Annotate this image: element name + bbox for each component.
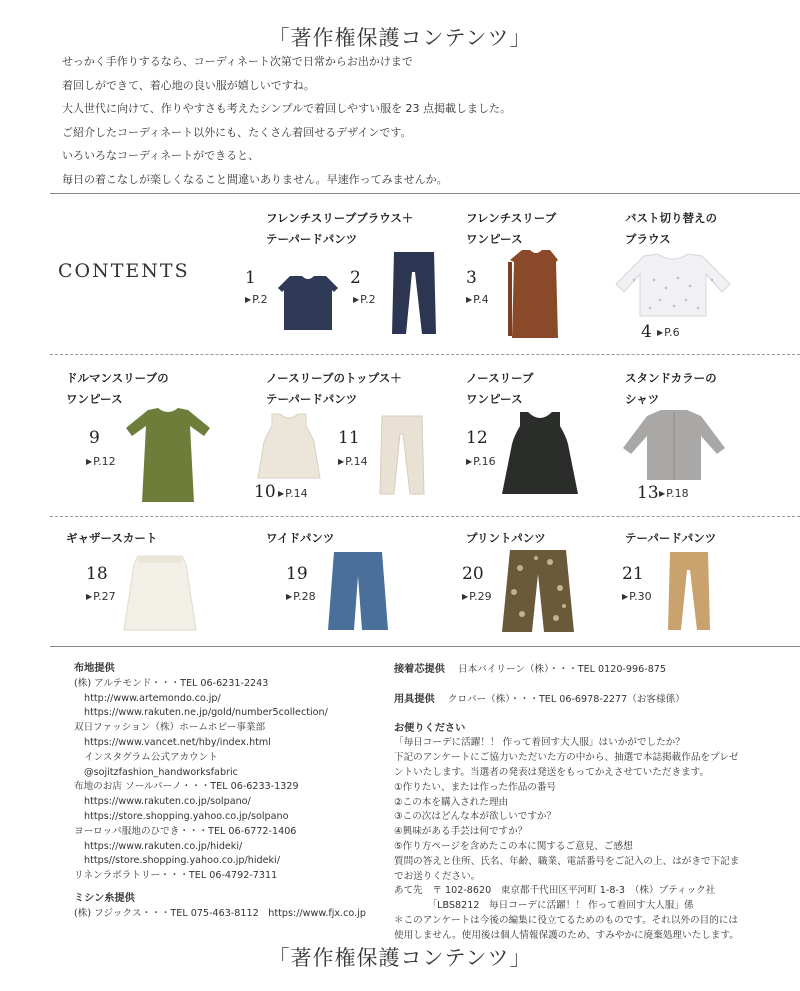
item-number: 4 xyxy=(641,322,652,342)
divider-row1 xyxy=(50,354,800,355)
page-ref: P.14 xyxy=(345,455,368,468)
blouse-navy-image xyxy=(276,274,340,332)
item-number: 3 xyxy=(466,268,477,288)
category-stand-collar-shirt xyxy=(625,368,717,410)
triangle-right-icon: ▶ xyxy=(466,457,473,466)
intro-line: 大人世代に向けて、作りやすさも考えたシンプルで着回しやすい服を 23 点掲載しました。 xyxy=(62,102,512,116)
letter-line: あて先 〒 102-8620 東京都千代田区平河町 1-8-3 （株）ブティック社 xyxy=(394,885,716,897)
category-french-sleeve-blouse-pants xyxy=(266,208,413,250)
page-link[interactable] xyxy=(86,590,116,603)
page-ref: P.18 xyxy=(666,487,689,500)
intro-line: いろいろなコーディネートができると、 xyxy=(62,149,260,163)
category-line: バスト切り替えの xyxy=(625,211,717,225)
intro-line: せっかく手作りするなら、コーディネート次第で日常からお出かけまで xyxy=(62,55,413,68)
letter-line: ②この本を購入された理由 xyxy=(394,796,509,808)
credit-line: (株) フジックス・・・TEL 075-463-8112 https://www.fjx.co.jp xyxy=(74,907,366,919)
page-link[interactable] xyxy=(286,590,316,603)
contents-heading: CONTENTS xyxy=(58,260,190,282)
page-link[interactable] xyxy=(657,326,680,339)
category-line: フレンチスリーブ xyxy=(466,211,557,225)
divider-top xyxy=(50,193,800,194)
letter-line: ＊このアンケートは今後の編集に役立てるためのものです。それ以外の目的には xyxy=(394,914,739,926)
dolman-sleeve-dress-green-image xyxy=(124,406,212,504)
item-number: 19 xyxy=(286,564,308,584)
category-line: テーパードパンツ xyxy=(266,392,358,406)
triangle-right-icon: ▶ xyxy=(353,295,360,304)
interfacing-credit xyxy=(394,663,739,678)
category-line: ワンピース xyxy=(66,392,123,406)
triangle-right-icon: ▶ xyxy=(659,489,666,498)
category-line: ドルマンスリーブの xyxy=(66,371,169,385)
category-gathered-skirt xyxy=(66,528,157,549)
credit-line: https://www.rakuten.ne.jp/gold/number5collection/ xyxy=(84,707,328,719)
category-line: ノースリーブのトップス＋ xyxy=(266,371,402,385)
letter-line: ③この次はどんな本が欲しいですか？ xyxy=(394,811,557,823)
triangle-right-icon: ▶ xyxy=(338,457,345,466)
credit-line: https//store.shopping.yahoo.co.jp/hideki/ xyxy=(84,855,280,867)
triangle-right-icon: ▶ xyxy=(86,592,93,601)
triangle-right-icon: ▶ xyxy=(278,489,285,498)
gathered-skirt-ivory-image xyxy=(122,554,198,632)
page-link[interactable] xyxy=(278,487,308,500)
intro-text xyxy=(62,50,511,192)
page-ref: P.27 xyxy=(93,590,116,603)
tools-credit xyxy=(394,693,739,708)
category-tapered-pants xyxy=(625,528,716,549)
credit-line: クロバー（株）・・・TEL 06-6978-2277（お客様係） xyxy=(447,693,685,705)
item-number: 1 xyxy=(245,268,256,288)
category-line: ブラウス xyxy=(625,232,671,246)
letter-line: ⑤作り方ページを含めたこの本に関するご意見、ご感想 xyxy=(394,840,633,852)
letter-line: 「LBS8212 毎日コーデに活躍！！ 作って着回す大人服」係 xyxy=(394,900,694,912)
sleeveless-dress-black-image xyxy=(500,410,580,496)
interfacing-heading: 接着芯提供 xyxy=(394,664,445,675)
triangle-right-icon: ▶ xyxy=(86,457,93,466)
category-line: テーパードパンツ xyxy=(625,531,717,545)
page-link[interactable] xyxy=(245,293,268,306)
tapered-pants-camel-image xyxy=(664,550,714,632)
divider-row2 xyxy=(50,516,800,517)
credit-line: (株) アルテモンド・・・TEL 06-6231-2243 xyxy=(74,677,269,689)
category-line: スタンドカラーの xyxy=(625,371,717,385)
credits-left xyxy=(74,662,366,922)
page-link[interactable] xyxy=(466,293,489,306)
category-line: ワンピース xyxy=(466,232,523,246)
letter-line: 下記のアンケートにご協力いただいた方の中から、抽選で本誌掲載作品をプレゼ xyxy=(394,752,739,764)
watermark-top: 「著作権保護コンテンツ」 xyxy=(268,26,532,50)
page-ref: P.14 xyxy=(285,487,308,500)
page-link[interactable] xyxy=(622,590,652,603)
watermark-bottom: 「著作権保護コンテンツ」 xyxy=(268,946,532,970)
category-line: シャツ xyxy=(625,392,660,406)
intro-line: ご紹介したコーディネート以外にも、たくさん着回せるデザインです。 xyxy=(62,125,412,139)
item-number: 21 xyxy=(622,564,644,584)
category-line: フレンチスリーブブラウス＋ xyxy=(266,211,414,225)
credit-line: 双日ファッション（株）ホームホビー事業部 xyxy=(74,722,266,734)
item-number: 20 xyxy=(462,564,484,584)
page-link[interactable] xyxy=(462,590,492,603)
divider-bottom xyxy=(50,646,800,647)
category-sleeveless-top-pants xyxy=(266,368,402,410)
triangle-right-icon: ▶ xyxy=(286,592,293,601)
credit-line: https://www.rakuten.co.jp/hideki/ xyxy=(84,840,243,852)
bust-switch-blouse-white-image xyxy=(614,250,732,320)
credit-line: ヨーロッパ服地のひでき・・・TEL 06-6772-1406 xyxy=(74,825,297,837)
page-ref: P.29 xyxy=(469,590,492,603)
credit-line: https://store.shopping.yahoo.co.jp/solpano xyxy=(84,810,289,822)
page-link[interactable] xyxy=(86,455,116,468)
letter-line: ントいたします。当選者の発表は発送をもってかえさせていただきます。 xyxy=(394,766,710,778)
triangle-right-icon: ▶ xyxy=(245,295,252,304)
credit-line: https://www.rakuten.co.jp/solpano/ xyxy=(84,796,251,808)
french-sleeve-dress-brown-image xyxy=(506,248,562,340)
category-french-sleeve-dress xyxy=(466,208,556,250)
item-number: 2 xyxy=(350,268,361,288)
credit-line: 布地のお店 ソールパーノ・・・TEL 06-6233-1329 xyxy=(74,781,299,793)
item-number: 13 xyxy=(637,483,659,503)
sleeveless-top-ivory-image xyxy=(256,412,322,480)
credit-line: @sojitzfashion_handworksfabric xyxy=(84,766,238,778)
intro-line: 着回しができて、着心地の良い服が嬉しいですね。 xyxy=(62,78,315,92)
tapered-pants-ivory-image xyxy=(376,414,428,496)
letter-line: ①作りたい、または作った作品の番号 xyxy=(394,781,557,793)
item-number: 12 xyxy=(466,428,488,448)
thread-heading: ミシン糸提供 xyxy=(74,892,135,904)
item-number: 11 xyxy=(338,428,360,448)
credit-line: 日本バイリーン（株）・・・TEL 0120-996-875 xyxy=(458,664,667,675)
credit-line: https://www.vancet.net/hby/index.html xyxy=(84,736,271,748)
category-line: テーパードパンツ xyxy=(266,232,358,246)
page-ref: P.6 xyxy=(664,326,680,339)
letter-line: ④興味がある手芸は何ですか？ xyxy=(394,826,528,838)
page-link[interactable] xyxy=(659,487,689,500)
triangle-right-icon: ▶ xyxy=(622,592,629,601)
category-wide-pants xyxy=(266,528,334,549)
tools-heading: 用具提供 xyxy=(394,693,435,705)
letter-line: 質問の答えと住所、氏名、年齢、職業、電話番号をご記入の上、はがきで下記ま xyxy=(394,855,740,867)
letter-line: でお送りください。 xyxy=(394,870,481,882)
credits-right xyxy=(394,663,739,944)
page-link[interactable] xyxy=(338,455,368,468)
page-ref: P.28 xyxy=(293,590,316,603)
item-number: 9 xyxy=(89,428,100,448)
category-line: ワイドパンツ xyxy=(266,531,335,545)
category-line: プリントパンツ xyxy=(466,531,546,545)
item-number: 18 xyxy=(86,564,108,584)
page-ref: P.2 xyxy=(252,293,268,306)
category-line: ワンピース xyxy=(466,392,523,406)
triangle-right-icon: ▶ xyxy=(657,328,664,337)
page-ref: P.12 xyxy=(93,455,116,468)
letter-line: 「毎日コーデに活躍！！ 作って着回す大人服」はいかがでしたか？ xyxy=(394,737,685,749)
category-bust-switch-blouse xyxy=(625,208,717,250)
page-link[interactable] xyxy=(353,293,376,306)
category-sleeveless-dress xyxy=(466,368,534,410)
print-pants-floral-image xyxy=(500,548,576,634)
fabric-heading: 布地提供 xyxy=(74,663,115,674)
page-ref: P.4 xyxy=(473,293,489,306)
stand-collar-shirt-gray-image xyxy=(621,408,727,482)
page-link[interactable] xyxy=(466,455,496,468)
triangle-right-icon: ▶ xyxy=(462,592,469,601)
triangle-right-icon: ▶ xyxy=(466,295,473,304)
item-number: 10 xyxy=(254,482,276,502)
wide-pants-denim-image xyxy=(326,550,390,632)
intro-line: 毎日の着こなしが楽しくなること間違いありません。早速作ってみませんか。 xyxy=(62,172,448,186)
page-ref: P.16 xyxy=(473,455,496,468)
category-line: ギャザースカート xyxy=(66,531,158,545)
page-ref: P.30 xyxy=(629,590,652,603)
tapered-pants-navy-image xyxy=(388,250,440,336)
category-line: ノースリーブ xyxy=(466,371,534,385)
page-ref: P.2 xyxy=(360,293,376,306)
credit-line: http://www.artemondo.co.jp/ xyxy=(84,692,221,704)
category-dolman-sleeve-dress xyxy=(66,368,169,410)
credit-line: インスタグラム公式アカウント xyxy=(84,751,218,763)
letter-line: 使用しません。使用後は個人情報保護のため、すみやかに廃棄処理いたします。 xyxy=(394,929,739,941)
letter-heading: お便りください xyxy=(394,722,466,734)
category-print-pants xyxy=(466,528,546,549)
credit-line: リネンラボラトリー・・・TEL 06-4792-7311 xyxy=(74,870,278,882)
